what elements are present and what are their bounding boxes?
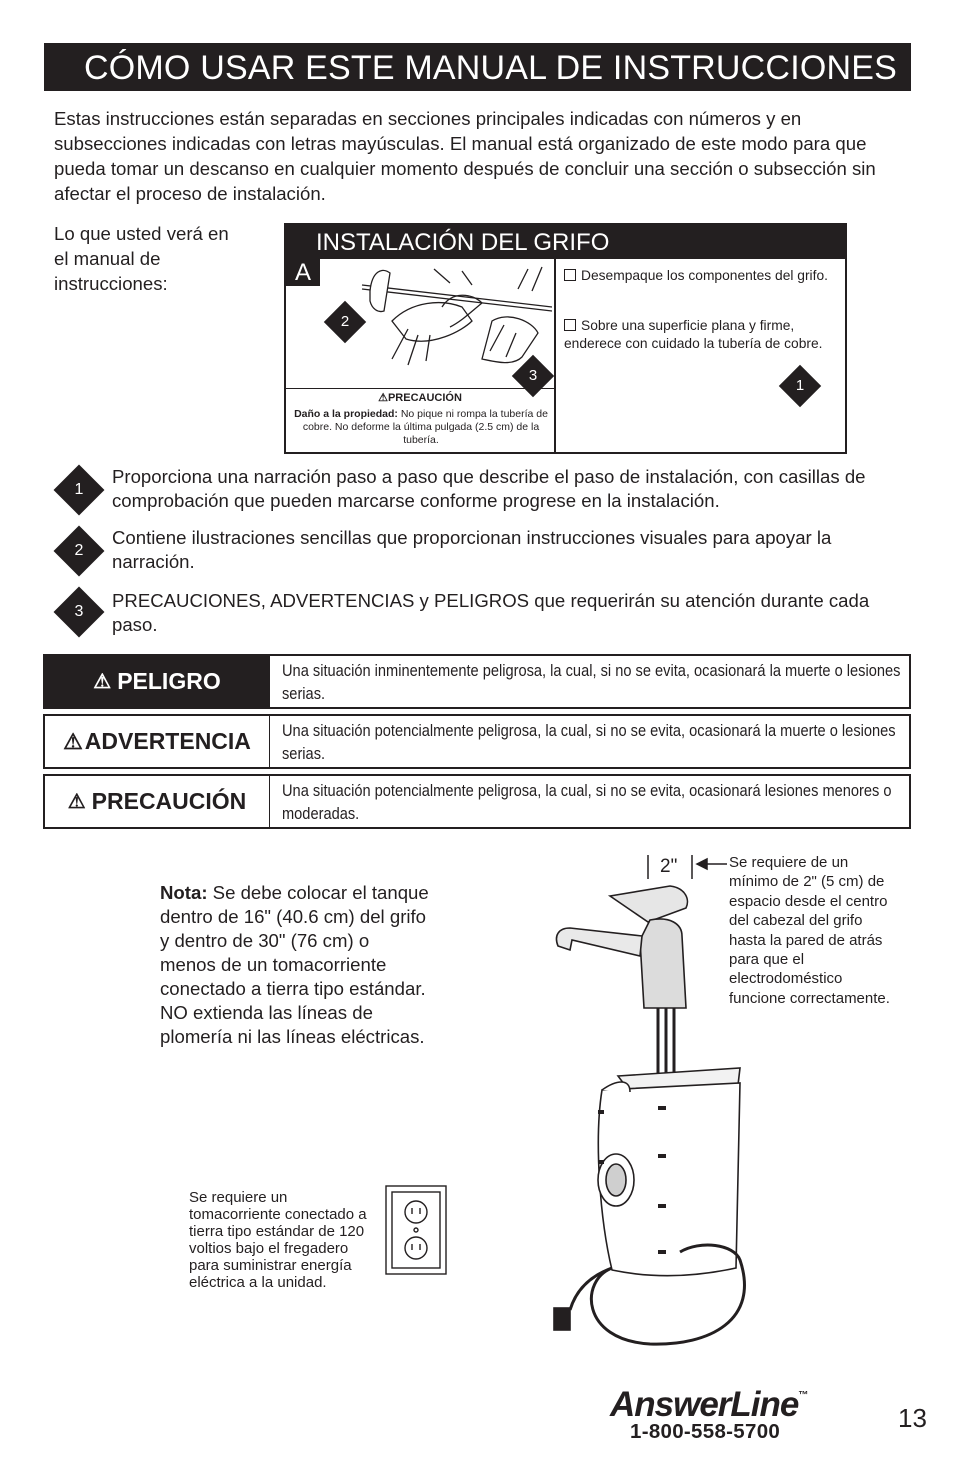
page-title: CÓMO USAR ESTE MANUAL DE INSTRUCCIONES	[44, 43, 911, 91]
legend-text-3: PRECAUCIONES, ADVERTENCIAS y PELIGROS que requerirán su atención durante cada paso.	[112, 590, 870, 635]
sample-caution-text: Daño a la propiedad: No pique ni rompa la tubería de cobre. No deforme la última pulgada (2.5 cm) de la tubería.	[294, 408, 548, 446]
sample-checklist-item: Desempaque los componentes del grifo.	[564, 267, 834, 285]
hazard-row-warning	[43, 714, 911, 769]
warning-icon: ⚠	[63, 728, 83, 754]
hazard-separator	[269, 776, 270, 827]
outlet-icon	[385, 1185, 447, 1275]
faucet-tank-illustration	[540, 880, 750, 1360]
sample-callout-2: 2	[330, 307, 360, 337]
sample-section-box	[284, 223, 847, 454]
hazard-text-warning: Una situación potencialmente peligrosa, la cual, si no se evita, ocasionará la muerte o lesiones serias.	[282, 721, 896, 763]
legend-text-1: Proporciona una narración paso a paso que describe el paso de instalación, con casillas de comprobación que pueden marcarse conforme progrese en la instalación.	[112, 466, 866, 511]
sample-checklist-item: Sobre una superficie plana y firme, enderece con cuidado la tubería de cobre.	[564, 318, 823, 351]
hazard-separator	[269, 716, 270, 767]
sample-callout-1: 1	[785, 371, 815, 401]
hazard-text-caution: Una situación potencialmente peligrosa, la cual, si no se evita, ocasionará lesiones menores o moderadas.	[282, 781, 892, 823]
hazard-label-warning: ⚠ ADVERTENCIA	[63, 728, 251, 754]
warning-icon: ⚠	[93, 671, 112, 693]
legend-marker-1: 1	[61, 472, 97, 508]
placement-note: Nota: Se debe colocar el tanque dentro de 16" (40.6 cm) del grifo y dentro de 30" (76 cm) o menos de un tomacorriente conectado a tierra tipo estándar. NO extienda las líneas de plomería ni las líneas eléctricas.	[160, 882, 429, 1047]
hazard-row-danger	[43, 654, 911, 709]
support-phone-number: 1-800-558-5700	[630, 1420, 781, 1443]
hazard-text-danger: Una situación inminentemente peligrosa, la cual, si no se evita, ocasionará la muerte o lesiones serias.	[282, 661, 901, 703]
outlet-requirement-text: Se requiere un tomacorriente conectado a tierra tipo estándar de 120 voltios bajo el fregadero para suministrar energía eléctrica a la unidad.	[189, 1189, 367, 1291]
answerline-logo: AnswerLine™	[610, 1385, 809, 1424]
clearance-requirement-text: Se requiere de un mínimo de 2" (5 cm) de espacio desde el centro del cabezal del grifo hasta la pared de atrás para que el electrodoméstico funcione correctamente.	[729, 854, 890, 1007]
sample-subsection-letter: A	[286, 259, 320, 286]
sample-callout-3: 3	[518, 361, 548, 391]
hazard-row-caution	[43, 774, 911, 829]
sample-caution-rule	[286, 388, 554, 389]
intro-paragraph: Estas instrucciones están separadas en secciones principales indicadas con números y en subsecciones indicadas con letras mayúsculas. El manual está organizado de este modo para que pueda tomar un descanso en cualquier momento después de concluir una sección o subsección sin afectar el proceso de instalación.	[54, 108, 876, 204]
sample-caution-title: ⚠PRECAUCIÓN	[378, 392, 462, 404]
hazard-label-danger: ⚠ PELIGRO	[45, 656, 269, 707]
checkbox-icon	[564, 269, 576, 281]
checkbox-icon	[564, 319, 576, 331]
legend-marker-3: 3	[61, 594, 97, 630]
page-number: 13	[898, 1403, 927, 1433]
clearance-dimension: 2"	[660, 856, 678, 877]
sample-divider	[554, 259, 556, 452]
clearance-arrow	[645, 852, 730, 882]
warning-icon: ⚠	[67, 791, 86, 813]
sample-caption: Lo que usted verá en el manual de instrucciones:	[54, 223, 229, 294]
warning-icon: ⚠	[378, 392, 388, 404]
sample-section-heading: INSTALACIÓN DEL GRIFO	[286, 225, 845, 259]
legend-marker-2: 2	[61, 533, 97, 569]
hazard-label-caution: ⚠ PRECAUCIÓN	[67, 788, 247, 814]
hazard-separator	[269, 656, 270, 707]
legend-text-2: Contiene ilustraciones sencillas que proporcionan instrucciones visuales para apoyar la narración.	[112, 527, 832, 572]
